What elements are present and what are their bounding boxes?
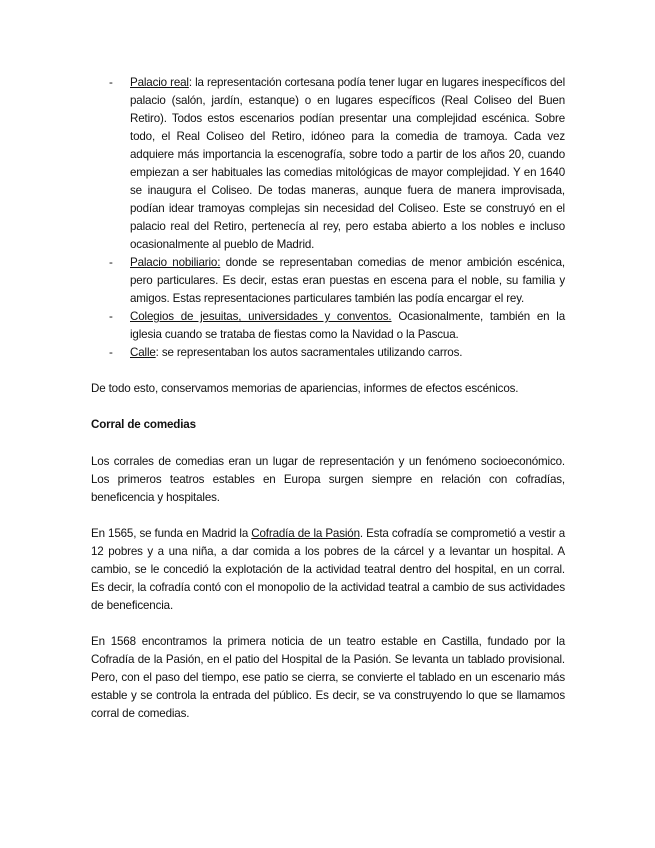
term-calle: Calle: [130, 346, 156, 359]
paragraph-1565-lead: En 1565, se funda en Madrid la: [91, 527, 252, 540]
dash-bullet: -: [109, 256, 113, 269]
dash-bullet: -: [109, 310, 113, 323]
list-item-calle: [91, 344, 565, 362]
section-heading: Corral de comedias: [91, 418, 196, 431]
paragraph-1565: [91, 525, 565, 615]
description-colegios: Ocasionalmente, también en la iglesia cuando se trataba de fiestas como la Navidad o la Pascua.: [130, 310, 565, 341]
paragraph-corrales: Los corrales de comedias eran un lugar de representación y un fenómeno socioeconómico. Los primeros teatros estables en Europa surgen siempre en relación con cofradías, beneficencia y hospitales.: [91, 455, 565, 504]
dash-bullet: -: [109, 346, 113, 359]
description-calle: : se representaban los autos sacramentales utilizando carros.: [155, 346, 463, 359]
description-palacio-nobiliario: donde se representaban comedias de menor ambición escénica, pero particulares. Es decir, estas eran puestas en escena para el noble, su familia y amigos. Estas representaciones particulares también las podía encargar el rey.: [130, 256, 565, 305]
paragraph-memorias: De todo esto, conservamos memorias de apariencias, informes de efectos escénicos.: [91, 382, 519, 395]
venue-list: [91, 74, 565, 362]
term-palacio-nobiliario: Palacio nobiliario:: [130, 256, 221, 269]
description-palacio-real: : la representación cortesana podía tener lugar en lugares inespecíficos del palacio (salón, jardín, estanque) o en lugares específicos (Real Coliseo del Buen Retiro). Todos estos escenarios podían presentar una complejidad escénica. Sobre todo, el Real Coliseo del Retiro, idóneo para la comedia de tramoya. Cada vez adquiere más importancia la escenografía, sobre todo a partir de los años 20, cuando empiezan a ser habituales las comedias mitológicas de mayor complejidad. Y en 1640 se inaugura el Coliseo. De todas maneras, aunque fuera de manera improvisada, podían idear tramoyas complejas sin necesidad del Coliseo. Este se construyó en el palacio real del Retiro, pertenecía al rey, pero estaba abierto a los nobles e incluso ocasionalmente al pueblo de Madrid.: [130, 76, 565, 251]
cofradia-link: Cofradía de la Pasión: [251, 527, 360, 540]
term-palacio-real: Palacio real: [130, 76, 189, 89]
dash-bullet: -: [109, 76, 113, 89]
list-item-colegios: [91, 308, 565, 344]
term-colegios: Colegios de jesuitas, universidades y conventos.: [130, 310, 392, 323]
paragraph-1565-rest: . Esta cofradía se comprometió a vestir a 12 pobres y a una niña, a dar comida a los pobres de la cárcel y a levantar un hospital. A cambio, se le concedió la explotación de la actividad teatral dentro del hospital, en un corral. Es decir, la cofradía contó con el monopolio de la actividad teatral a cambio de sus actividades de beneficencia.: [91, 527, 565, 612]
list-item-palacio-real: [91, 74, 565, 254]
paragraph-1568: En 1568 encontramos la primera noticia de un teatro estable en Castilla, fundado por la Cofradía de la Pasión, en el patio del Hospital de la Pasión. Se levanta un tablado provisional. Pero, con el paso del tiempo, ese patio se cierra, se convierte el tablado en un escenario más estable y se controla la entrada del público. Es decir, se va construyendo lo que se llamamos corral de comedias.: [91, 635, 565, 720]
list-item-palacio-nobiliario: [91, 254, 565, 308]
